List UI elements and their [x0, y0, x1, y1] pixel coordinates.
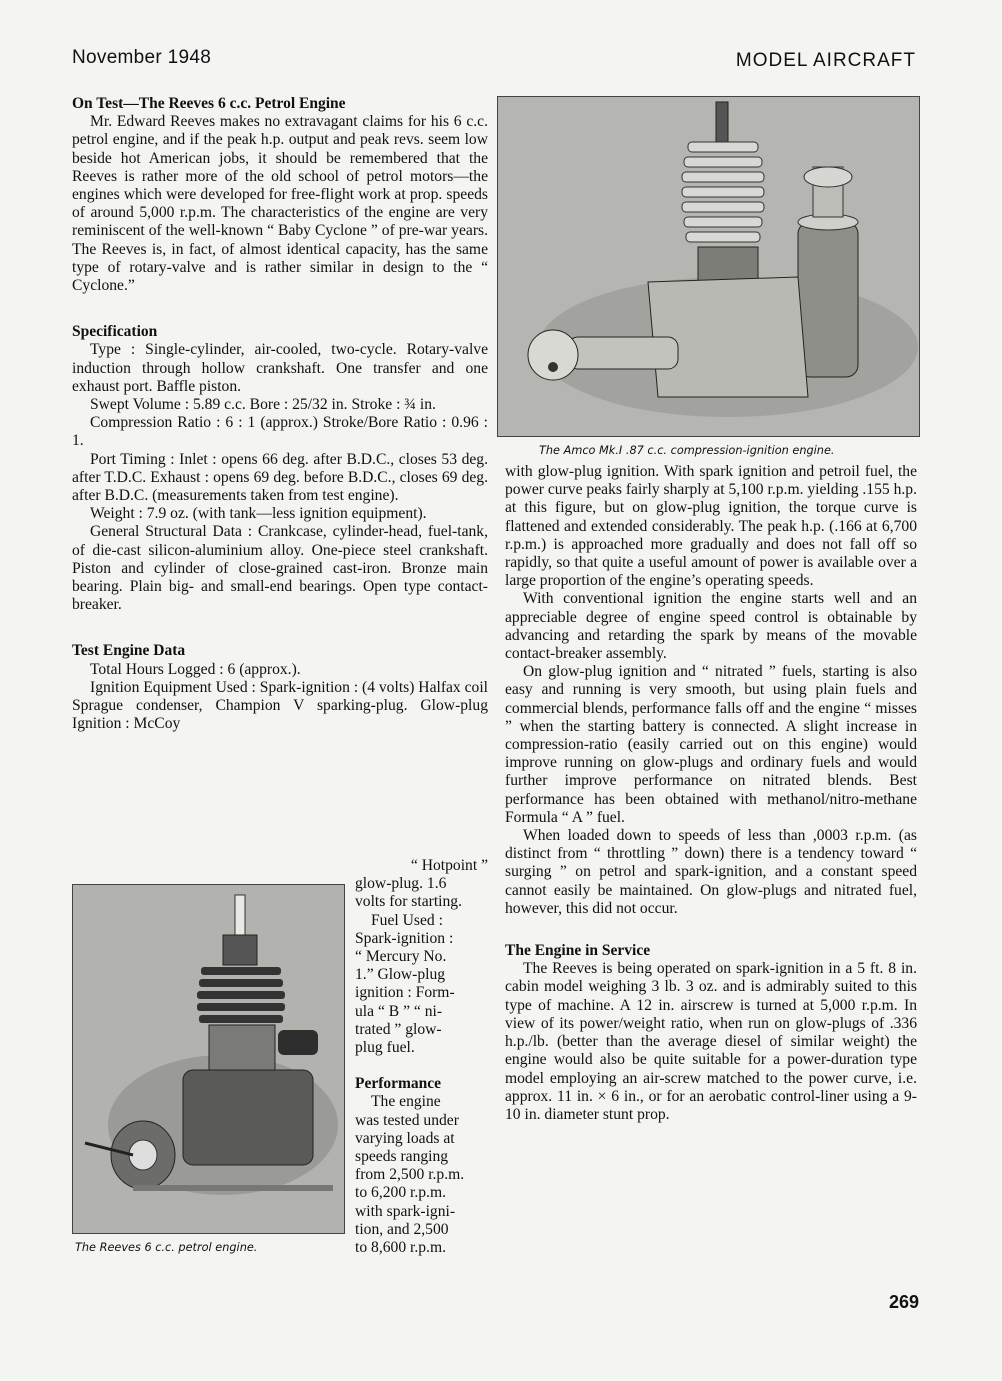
right-p5: The Reeves is being operated on spark-ignition in a 5 ft. 8 in. cabin model weighing 3 lb. 3 oz. and is admirably suited to this type of machine. A 12 in. airscrew is turned at 5,000 r.p.m. In view of its power/weight ratio, when run on glow-plugs of .336 h.p./lb. (better than the average diesel of similar weight) the engine would also be quite suitable for a power-duration type model employing an air-screw matched to the power curve, i.e. approx. 11 in. × 6 in., or for an aerobatic control-liner using a 9-10 in. diameter stunt prop.: [505, 960, 917, 1123]
spec-type: Type : Single-cylinder, air-cooled, two-cycle. Rotary-valve induction through hollow crankshaft. One transfer and one exhaust port. Baffle piston.: [72, 341, 488, 395]
spec-structure: General Structural Data : Crankcase, cylinder-head, fuel-tank, of die-cast silicon-aluminium alloy. One-piece steel crankshaft. Piston and cylinder of close-grained cast-iron. Bronze main bearing. Plain big- and small-end bearings. Open type contact-breaker.: [72, 523, 488, 614]
service-heading: The Engine in Service: [505, 942, 651, 960]
publication-title: MODEL AIRCRAFT: [735, 50, 916, 71]
perf-line: speeds ranging: [355, 1148, 449, 1166]
narrow-line: trated ” glow-: [355, 1020, 442, 1038]
narrow-column: [355, 857, 488, 1257]
narrow-line: glow-plug. 1.6: [355, 875, 447, 893]
perf-line: tion, and 2,500: [355, 1220, 449, 1238]
narrow-line: Fuel Used :: [371, 911, 443, 929]
test-data-heading: Test Engine Data: [72, 642, 186, 660]
article-title: On Test—The Reeves 6 c.c. Petrol Engine: [72, 95, 346, 112]
page-number: 269: [888, 1292, 919, 1312]
perf-line: The engine: [371, 1093, 441, 1111]
spec-volume: Swept Volume : 5.89 c.c. Bore : 25/32 in. Stroke : ¾ in.: [90, 396, 436, 414]
specification-heading: Specification: [72, 323, 158, 341]
perf-line: to 8,600 r.p.m.: [355, 1239, 446, 1257]
right-p1: with glow-plug ignition. With spark ignition and petroil fuel, the power curve peaks fairly sharply at 5,100 r.p.m. yielding .155 h.p. at this figure, but on glow-plug ignition, the torque curve is flattened and extended considerably. The peak h.p. (.166 at 6,700 r.p.m.) is approached more gradually and does not fall off so rapidly, so that quite a useful amount of power is available over a large proportion of the engine’s operating speeds.: [505, 463, 917, 590]
intro-paragraph: Mr. Edward Reeves makes no extravagant claims for his 6 c.c. petrol engine, and if the peak h.p. output and peak revs. seem low beside hot American jobs, it should be remembered that the Reeves is rather more of the old school of petrol motors—the engines which were developed for free-flight work at prop. speeds of around 5,000 r.p.m. The characteristics of the engine are very reminiscent of the well-known “ Baby Cyclone ” of pre-war years. The Reeves is, in fact, of almost identical capacity, has the same type of rotary-valve and is rather similar in design to the “ Cyclone.”: [72, 113, 488, 295]
right-p2: With conventional ignition the engine starts well and an appreciable degree of engine speed control is obtainable by advancing and retarding the spark by means of the movable contact-breaker assembly.: [505, 590, 917, 663]
reeves-photo-caption: The Reeves 6 c.c. petrol engine.: [75, 1241, 258, 1254]
spec-compression: Compression Ratio : 6 : 1 (approx.) Stroke/Bore Ratio : 0.96 : 1.: [72, 414, 488, 450]
test-hours: Total Hours Logged : 6 (approx.).: [90, 660, 301, 678]
narrow-line: “ Hotpoint ”: [410, 857, 488, 874]
narrow-line: volts for starting.: [355, 893, 462, 911]
spec-weight: Weight : 7.9 oz. (with tank—less ignition equipment).: [90, 505, 427, 523]
amco-engine-photo: [497, 96, 920, 437]
perf-line: with spark-igni-: [355, 1202, 456, 1220]
perf-line: varying loads at: [355, 1129, 455, 1147]
right-p4: When loaded down to speeds of less than ,0003 r.p.m. (as distinct from “ throttling ” down) there is a tendency toward “ surging ” on petrol and spark-ignition, and a constant speed cannot easily be maintained. On glow-plugs and nitrated fuel, however, this did not occur.: [505, 827, 917, 917]
performance-heading: Performance: [355, 1075, 442, 1093]
narrow-line: plug fuel.: [355, 1039, 415, 1057]
reeves-engine-photo: [72, 884, 345, 1234]
narrow-line: 1.” Glow-plug: [355, 966, 446, 984]
amco-photo-caption: The Amco Mk.I .87 c.c. compression-ignition engine.: [539, 444, 835, 457]
perf-line: was tested under: [355, 1111, 459, 1129]
narrow-line: ignition : Form-: [355, 984, 455, 1002]
spec-port-timing: Port Timing : Inlet : opens 66 deg. after B.D.C., closes 53 deg. after T.D.C. Exhaust : opens 69 deg. before B.D.C., closes 69 deg. after B.D.C. (measurements taken from test engine).: [72, 450, 488, 505]
test-ignition: Ignition Equipment Used : Spark-ignition : (4 volts) Halfax coil Sprague condenser, Champion V sparking-plug. Glow-plug Ignition : McCoy: [72, 678, 489, 733]
issue-date: November 1948: [72, 47, 212, 68]
narrow-line: “ Mercury No.: [355, 948, 447, 966]
right-p3: On glow-plug ignition and “ nitrated ” fuels, starting is also easy and running is very smooth, but using plain fuels and commercial blends, performance falls off and the engine “ misses ” when the starting battery is connected. A slight increase in compression-ratio (easily carried out on this engine) would improve running on glow-plugs and ordinary fuels and would further improve performance on nitrated blends. Best performance has been obtained with methanol/nitro-methane Formula “ A ” fuel.: [505, 663, 917, 826]
perf-line: from 2,500 r.p.m.: [355, 1166, 465, 1184]
perf-line: to 6,200 r.p.m.: [355, 1184, 446, 1202]
narrow-line: Spark-ignition :: [355, 929, 454, 947]
right-column: [505, 463, 917, 1124]
narrow-line: ula “ B ” “ ni-: [355, 1002, 443, 1020]
reeves-engine-illustration: [73, 885, 344, 1233]
left-column: [72, 95, 488, 734]
amco-engine-illustration: [498, 97, 919, 436]
